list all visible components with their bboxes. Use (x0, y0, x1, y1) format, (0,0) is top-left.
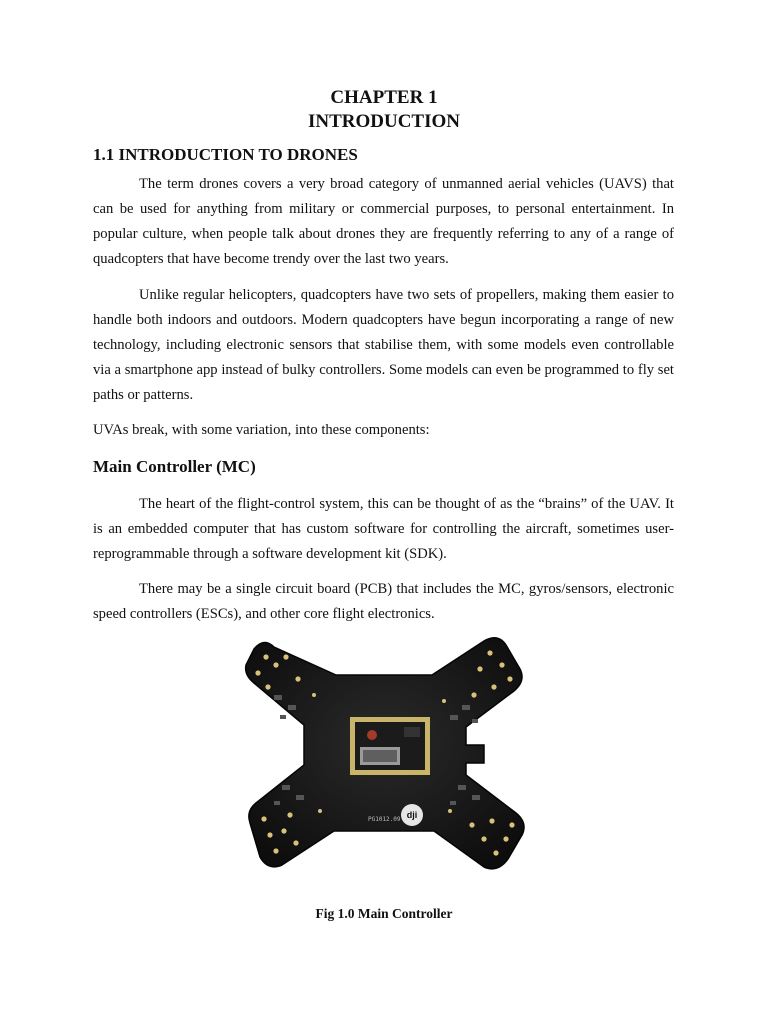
paragraph-quadcopters: Unlike regular helicopters, quadcopters have two sets of propellers, making them easier to handle both indoors and outdoors. Modern quadcopters have begun incorporating a range of new technology, including electronic sensors that stabilise them, with some models even controllable via a smartphone app instead of bulky controllers. Some models can even be programmed to fly set paths or patterns. (93, 287, 674, 403)
paragraph-main-controller: The heart of the flight-control system, this can be thought of as the “brains” of the UAV. It is an embedded computer that has custom software for controlling the aircraft, sometimes user-reprogrammable through a software development kit (SDK). (93, 496, 674, 562)
paragraph-drones-definition: The term drones covers a very broad category of unmanned aerial vehicles (UAVS) that can be used for anything from military or commercial purposes, to personal entertainment. In popular culture, when people talk about drones they are frequently referring to any of a range of quadcopters that have become trendy over the last two years. (93, 176, 674, 267)
chapter-heading (0, 86, 768, 134)
main-controller-figure (244, 635, 526, 873)
dji-logo-text: dji (406, 810, 418, 820)
paragraph-components-intro: UVAs break, with some variation, into these components: (93, 422, 430, 438)
subsection-heading: Main Controller (MC) (93, 457, 256, 476)
figure-caption: Fig 1.0 Main Controller (315, 906, 453, 921)
board-label: PG1012.09 (368, 816, 401, 823)
chapter-number: CHAPTER 1 (330, 87, 438, 108)
section-heading: 1.1 INTRODUCTION TO DRONES (93, 145, 358, 164)
paragraph-circuit-board: There may be a single circuit board (PCB) that includes the MC, gyros/sensors, electronic speed controllers (ESCs), and other core flight electronics. (93, 581, 674, 622)
chapter-title: INTRODUCTION (307, 111, 461, 132)
circuit-board-image (244, 635, 526, 873)
